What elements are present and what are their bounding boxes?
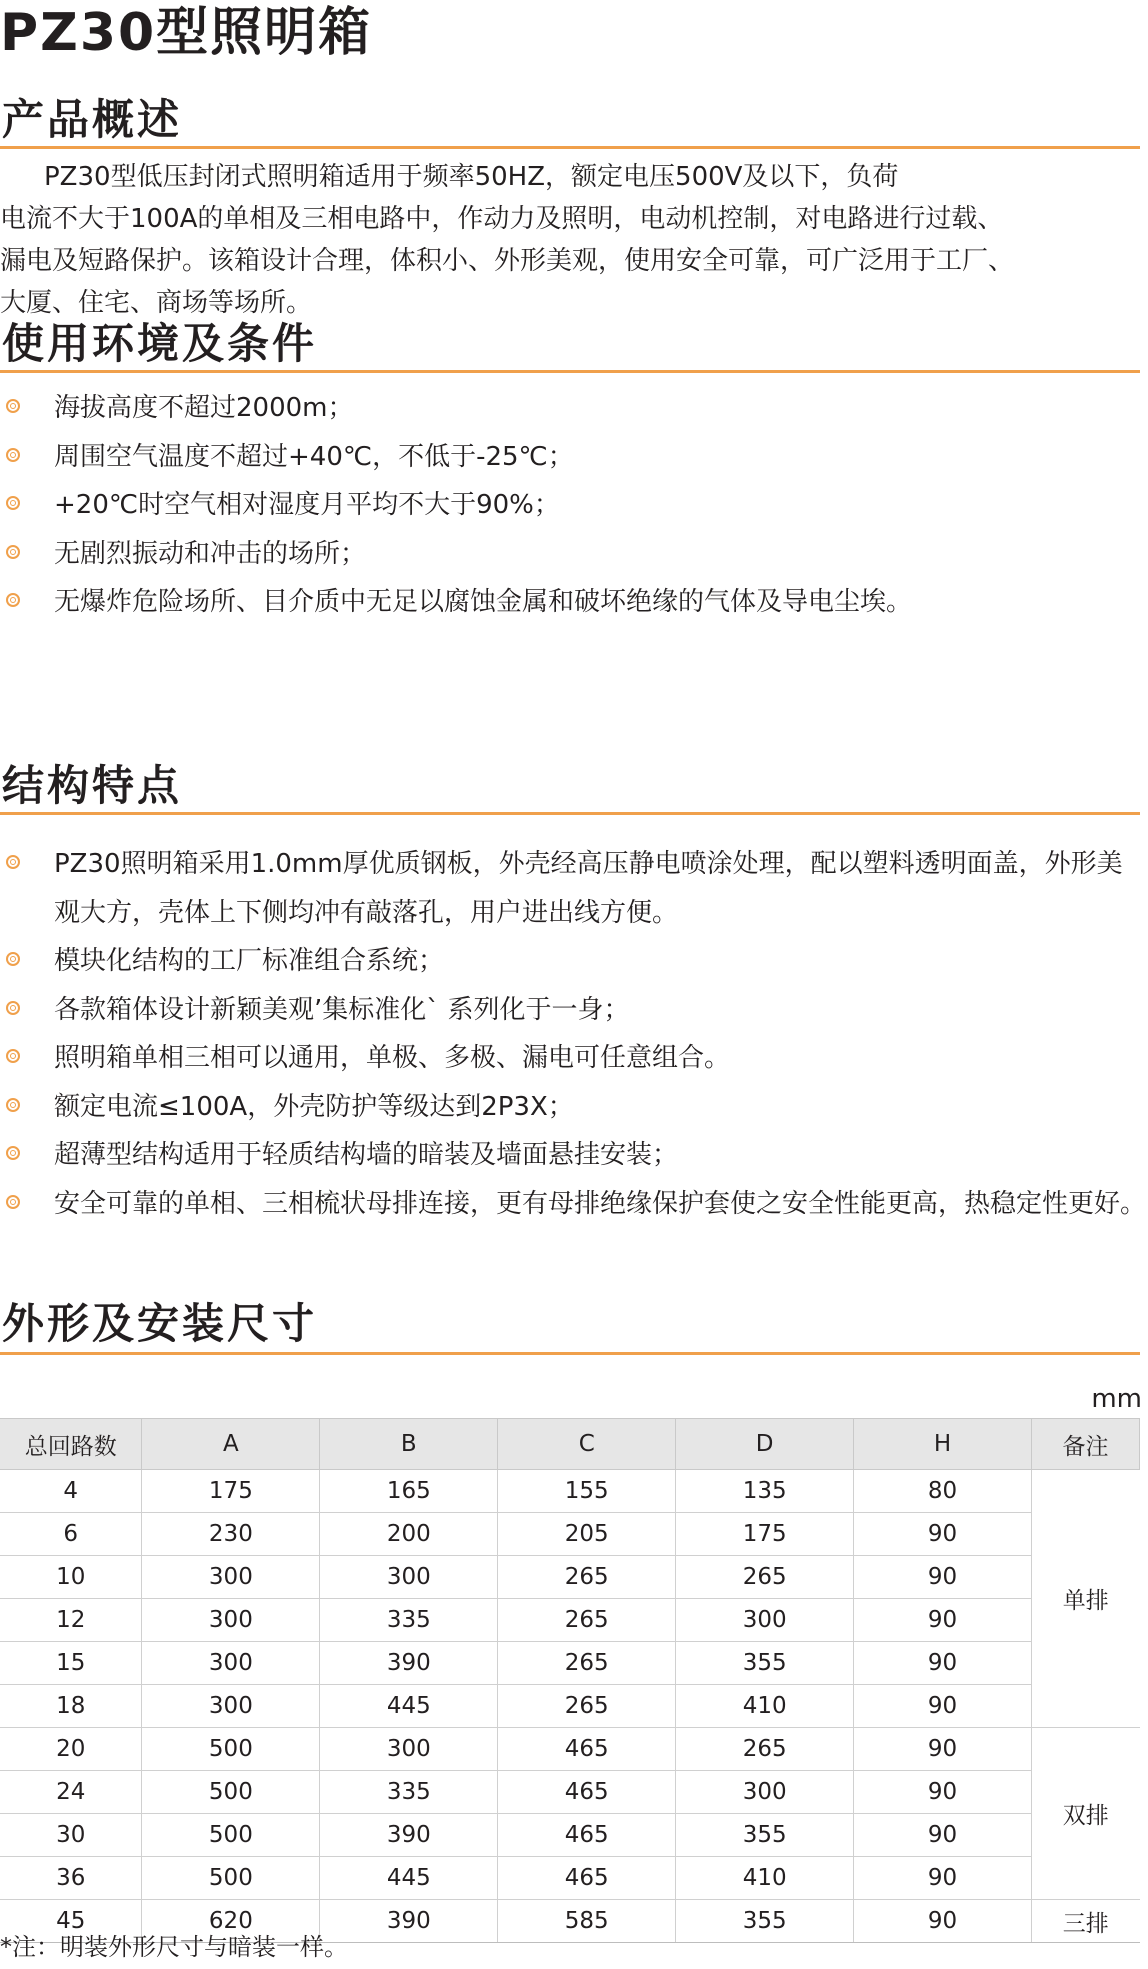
column-header: B bbox=[320, 1419, 498, 1470]
overview-line: 电流不大于100A的单相及三相电路中，作动力及照明，电动机控制，对电路进行过载、 bbox=[0, 204, 1004, 234]
table-cell: 24 bbox=[0, 1771, 142, 1814]
table-cell: 265 bbox=[498, 1556, 676, 1599]
double-circle-icon bbox=[6, 952, 20, 966]
table-row bbox=[0, 1599, 1140, 1642]
table-cell: 355 bbox=[676, 1642, 854, 1685]
note-cell: 单排 bbox=[1032, 1470, 1140, 1728]
table-cell: 90 bbox=[854, 1814, 1032, 1857]
table-row bbox=[0, 1556, 1140, 1599]
table-cell: 500 bbox=[142, 1771, 320, 1814]
table-cell: 20 bbox=[0, 1728, 142, 1771]
table-cell: 355 bbox=[676, 1814, 854, 1857]
table-cell: 45 bbox=[0, 1900, 142, 1943]
table-cell: 585 bbox=[498, 1900, 676, 1943]
table-row bbox=[0, 1513, 1140, 1556]
table-cell: 445 bbox=[320, 1857, 498, 1900]
double-circle-icon bbox=[6, 496, 20, 510]
double-circle-icon bbox=[6, 448, 20, 462]
table-cell: 300 bbox=[142, 1599, 320, 1642]
table-cell: 90 bbox=[854, 1642, 1032, 1685]
list-item: 海拔高度不超过2000m； bbox=[0, 384, 1146, 433]
double-circle-icon bbox=[6, 1195, 20, 1209]
table-cell: 18 bbox=[0, 1685, 142, 1728]
table-cell: 445 bbox=[320, 1685, 498, 1728]
table-cell: 500 bbox=[142, 1814, 320, 1857]
table-cell: 15 bbox=[0, 1642, 142, 1685]
table-row bbox=[0, 1728, 1140, 1771]
table-cell: 265 bbox=[676, 1556, 854, 1599]
table-cell: 465 bbox=[498, 1771, 676, 1814]
table-cell: 90 bbox=[854, 1728, 1032, 1771]
table-cell: 465 bbox=[498, 1857, 676, 1900]
column-header: C bbox=[498, 1419, 676, 1470]
note-cell: 三排 bbox=[1032, 1900, 1140, 1943]
list-item: 额定电流≤100A，外壳防护等级达到2P3X； bbox=[0, 1083, 1146, 1132]
table-cell: 12 bbox=[0, 1599, 142, 1642]
footnote: *注：明装外形尺寸与暗装一样。 bbox=[0, 1933, 348, 1961]
list-item: 周围空气温度不超过+40℃，不低于-25℃； bbox=[0, 433, 1146, 482]
table-cell: 36 bbox=[0, 1857, 142, 1900]
table-cell: 335 bbox=[320, 1599, 498, 1642]
table-cell: 300 bbox=[142, 1642, 320, 1685]
table-cell: 500 bbox=[142, 1728, 320, 1771]
table-cell: 90 bbox=[854, 1513, 1032, 1556]
section-rule bbox=[0, 1352, 1140, 1355]
table-cell: 300 bbox=[142, 1556, 320, 1599]
table-cell: 135 bbox=[676, 1470, 854, 1513]
table-row bbox=[0, 1685, 1140, 1728]
double-circle-icon bbox=[6, 593, 20, 607]
section-heading-structure: 结构特点 bbox=[2, 761, 183, 810]
table-row bbox=[0, 1857, 1140, 1900]
double-circle-icon bbox=[6, 1146, 20, 1160]
table-cell: 200 bbox=[320, 1513, 498, 1556]
double-circle-icon bbox=[6, 545, 20, 559]
column-header: 总回路数 bbox=[0, 1419, 142, 1470]
column-header: 备注 bbox=[1032, 1419, 1140, 1470]
table-row bbox=[0, 1771, 1140, 1814]
page-title: PZ30型照明箱 bbox=[0, 3, 373, 63]
list-item: 超薄型结构适用于轻质结构墙的暗装及墙面悬挂安装； bbox=[0, 1131, 1146, 1180]
table-cell: 6 bbox=[0, 1513, 142, 1556]
table-cell: 155 bbox=[498, 1470, 676, 1513]
list-item: 安全可靠的单相、三相梳状母排连接，更有母排绝缘保护套使之安全性能更高，热稳定性更好。 bbox=[0, 1180, 1146, 1229]
table-cell: 230 bbox=[142, 1513, 320, 1556]
section-rule bbox=[0, 146, 1140, 149]
table-cell: 410 bbox=[676, 1857, 854, 1900]
table-cell: 265 bbox=[676, 1728, 854, 1771]
table-cell: 390 bbox=[320, 1642, 498, 1685]
table-cell: 410 bbox=[676, 1685, 854, 1728]
table-cell: 90 bbox=[854, 1900, 1032, 1943]
column-header: D bbox=[676, 1419, 854, 1470]
double-circle-icon bbox=[6, 855, 20, 869]
list-item: 照明箱单相三相可以通用，单极、多极、漏电可任意组合。 bbox=[0, 1034, 1146, 1083]
table-cell: 265 bbox=[498, 1642, 676, 1685]
note-cell: 双排 bbox=[1032, 1728, 1140, 1900]
table-cell: 90 bbox=[854, 1771, 1032, 1814]
table-cell: 335 bbox=[320, 1771, 498, 1814]
table-cell: 500 bbox=[142, 1857, 320, 1900]
table-cell: 265 bbox=[498, 1599, 676, 1642]
overview-line: PZ30型低压封闭式照明箱适用于频率50HZ，额定电压500V及以下，负荷 bbox=[44, 162, 899, 192]
column-header: A bbox=[142, 1419, 320, 1470]
table-cell: 80 bbox=[854, 1470, 1032, 1513]
table-cell: 205 bbox=[498, 1513, 676, 1556]
list-item: 无剧烈振动和冲击的场所； bbox=[0, 530, 1146, 579]
table-cell: 265 bbox=[498, 1685, 676, 1728]
dimension-table bbox=[0, 1418, 1140, 1943]
table-cell: 165 bbox=[320, 1470, 498, 1513]
table-cell: 90 bbox=[854, 1599, 1032, 1642]
table-cell: 4 bbox=[0, 1470, 142, 1513]
structure-list bbox=[0, 840, 1146, 1228]
list-item: 无爆炸危险场所、目介质中无足以腐蚀金属和破坏绝缘的气体及导电尘埃。 bbox=[0, 578, 1146, 627]
overview-line: 漏电及短路保护。该箱设计合理，体积小、外形美观，使用安全可靠，可广泛用于工厂、 bbox=[0, 246, 1015, 276]
table-cell: 175 bbox=[676, 1513, 854, 1556]
table-cell: 620 bbox=[142, 1900, 320, 1943]
double-circle-icon bbox=[6, 1049, 20, 1063]
table-cell: 355 bbox=[676, 1900, 854, 1943]
section-heading-overview: 产品概述 bbox=[2, 95, 183, 144]
overview-paragraph bbox=[0, 156, 1146, 324]
double-circle-icon bbox=[6, 1098, 20, 1112]
section-heading-dimensions: 外形及安装尺寸 bbox=[2, 1299, 318, 1348]
list-item: 各款箱体设计新颖美观’集标准化` 系列化于一身； bbox=[0, 986, 1146, 1035]
table-cell: 90 bbox=[854, 1685, 1032, 1728]
double-circle-icon bbox=[6, 399, 20, 413]
list-item: PZ30照明箱采用1.0mm厚优质钢板，外壳经高压静电喷涂处理，配以塑料透明面盖，外形美观大方，壳体上下侧均冲有敲落孔，用户进出线方便。 bbox=[0, 840, 1146, 937]
list-item: +20℃时空气相对湿度月平均不大于90%； bbox=[0, 481, 1146, 530]
table-cell: 465 bbox=[498, 1814, 676, 1857]
double-circle-icon bbox=[6, 1001, 20, 1015]
table-cell: 30 bbox=[0, 1814, 142, 1857]
table-cell: 175 bbox=[142, 1470, 320, 1513]
section-rule bbox=[0, 370, 1140, 373]
table-row bbox=[0, 1470, 1140, 1513]
list-item: 模块化结构的工厂标准组合系统； bbox=[0, 937, 1146, 986]
table-row bbox=[0, 1642, 1140, 1685]
table-cell: 300 bbox=[676, 1599, 854, 1642]
section-rule bbox=[0, 812, 1140, 815]
table-header-row bbox=[0, 1419, 1140, 1470]
table-cell: 300 bbox=[320, 1728, 498, 1771]
table-cell: 90 bbox=[854, 1556, 1032, 1599]
environment-list bbox=[0, 384, 1146, 627]
column-header: H bbox=[854, 1419, 1032, 1470]
table-cell: 390 bbox=[320, 1900, 498, 1943]
table-row bbox=[0, 1814, 1140, 1857]
table-cell: 90 bbox=[854, 1857, 1032, 1900]
table-cell: 10 bbox=[0, 1556, 142, 1599]
table-cell: 300 bbox=[676, 1771, 854, 1814]
table-cell: 465 bbox=[498, 1728, 676, 1771]
table-cell: 390 bbox=[320, 1814, 498, 1857]
section-heading-environment: 使用环境及条件 bbox=[2, 319, 318, 368]
overview-line: 大厦、住宅、商场等场所。 bbox=[0, 288, 313, 318]
table-cell: 300 bbox=[142, 1685, 320, 1728]
unit-label: mm bbox=[1091, 1384, 1142, 1414]
table-cell: 300 bbox=[320, 1556, 498, 1599]
